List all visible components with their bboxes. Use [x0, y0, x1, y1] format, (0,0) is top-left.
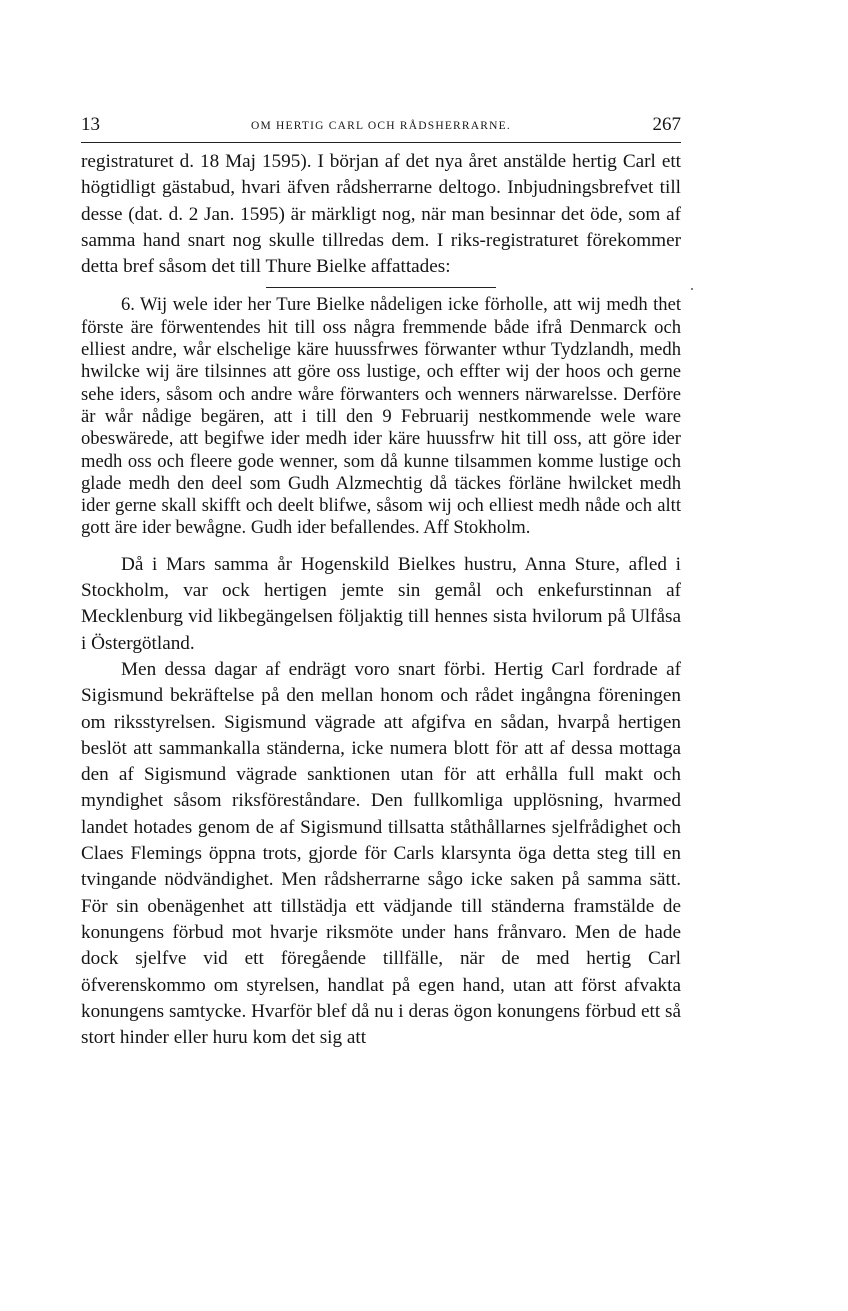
intro-paragraph: registraturet d. 18 Maj 1595). I början af det nya året anstälde hertig Carl ett högtidligt gästabud, hvari äfven rådsherrarne deltogo. Inbjudningsbrefvet till desse (dat. d. 2 Jan. 1595) är märkligt nog, när man besinnar det öde, som af samma hand snart nog skulle tillredas dem. I riks-registraturet förekommer detta bref såsom det till Thure Bielke affattades:: [81, 151, 681, 278]
paragraph-funeral: Då i Mars samma år Hogenskild Bielkes hustru, Anna Sture, afled i Stockholm, var ock hertigen jemte sin gemål och enkefurstinnan af Mecklenburg vid likbegängelsen följaktig till hennes sista hvilorum på Ulfåsa i Östergötland.: [81, 553, 681, 654]
margin-speck: [691, 288, 693, 290]
quote-separator-rule: [266, 287, 496, 288]
book-page: [81, 112, 681, 1051]
quoted-letter: 6. Wij wele ider her Ture Bielke nådeligen icke förholle, att wij medh thet förste äre förwentendes hit till oss några fremmende både ifrå Denmarck och elliest andre, wår elschelige käre huussfrwes förwanter wthur Tydzlandh, medh hwilcke wij äre tilsinnes att göre oss lustige, och effter wij der hoos och gerne sehe iders, såsom och andre wåre förwanters och wenners närwarelsse. Derföre är wår nådige begären, att i till den 9 Februarij nestkommende wele ware obeswärede, att begifwe ider medh ider käre huussfrw hit till oss, att göre ider medh oss och fleere gode wenner, som då kunne tilsammen komme lustige och glade medh den deel som Gudh Alzmechtig då täckes förläne hwilcket medh ider gerne skall skifft och deelt blifwe, såsom wij och elliest medh nåde och altt gott äre ider bewågne. Gudh ider befallendes. Aff Stokholm.: [81, 294, 681, 539]
page-number-left: 13: [81, 114, 100, 135]
page-number-right: 267: [652, 114, 681, 135]
header-rule: [81, 142, 681, 143]
running-title: OM HERTIG CARL OCH RÅDSHERRARNE.: [251, 120, 511, 132]
paragraph-concord-ended: Men dessa dagar af endrägt voro snart förbi. Hertig Carl fordrade af Sigismund bekräftelse på den mellan honom och rådet ingångna föreningen om riksstyrelsen. Sigismund vägrade att afgifva en sådan, hvarpå hertigen beslöt att sammankalla ständerna, icke numera blott för att af dessa mottaga den af Sigismund vägrade sanktionen utan för att erhålla full makt och myndighet såsom riksföreståndare. Den fullkomliga upplösning, hvarmed landet hotades genom de af Sigismund tillsatta ståthållarnes sjelfrådighet och Claes Flemings öppna trots, gjorde för Carls klarsynta öga detta steg till en tvingande nödvändighet. Men rådsherrarne sågo icke saken på samma sätt. För sin obenägenhet att tillstädja ett vädjande till ständerna framstälde de konungens förbud mot hvarje riksmöte under hans frånvaro. Men de hade dock sjelfve vid ett föregående tillfälle, när de med hertig Carl öfverenskommo om styrelsen, handlat på egen hand, utan att först afvakta konungens samtycke. Hvarför blef då nu i deras ögon konungens förbud ett så stort hinder eller huru kom det sig att: [81, 658, 681, 1049]
running-header: [81, 112, 681, 142]
